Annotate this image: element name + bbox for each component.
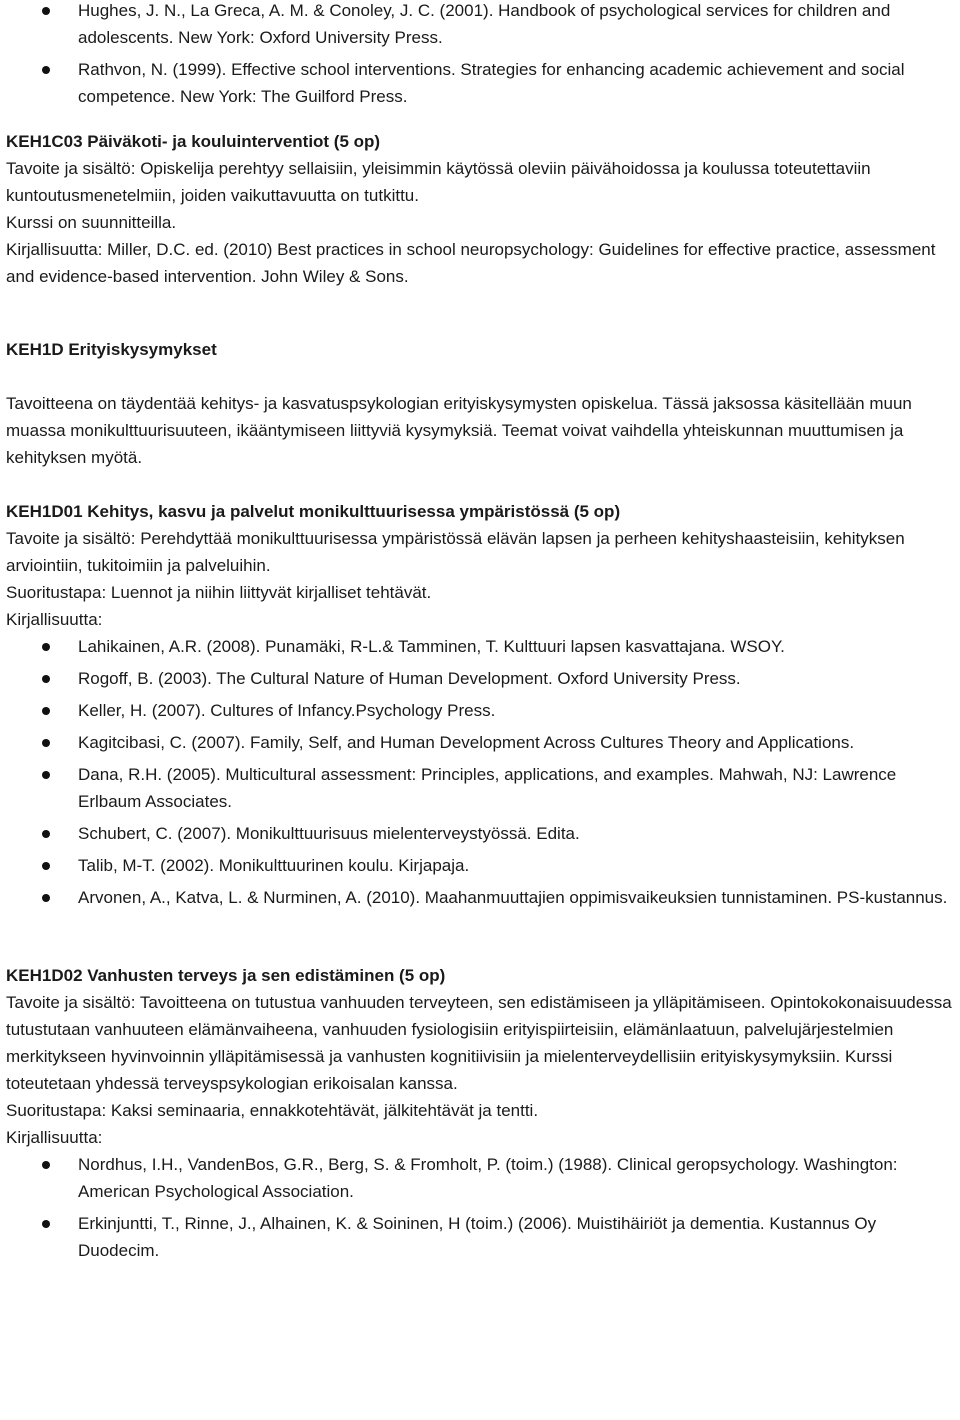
list-item <box>6 820 954 847</box>
method-label: Suoritustapa: <box>6 583 107 602</box>
goal-label: Tavoite ja sisältö: <box>6 529 136 548</box>
method-text: Luennot ja niihin liittyvät kirjalliset tehtävät. <box>110 583 432 602</box>
reference-text: Arvonen, A., Katva, L. & Nurminen, A. (2010). Maahanmuuttajien oppimisvaikeuksien tunnistaminen. PS-kustannus. <box>78 888 948 907</box>
course-keh1d01 <box>6 498 954 911</box>
bullet-icon <box>42 739 50 747</box>
list-item <box>6 697 954 724</box>
literature-label: Kirjallisuutta: <box>6 240 103 259</box>
bullet-icon <box>42 66 50 74</box>
reference-text: Dana, R.H. (2005). Multicultural assessment: Principles, applications, and examples. Mahwah, NJ: Lawrence Erlbaum Associates. <box>78 765 897 811</box>
list-item <box>6 1151 954 1205</box>
list-item <box>6 56 954 110</box>
course-title: KEH1C03 Päiväkoti- ja kouluinterventiot (5 op) <box>6 132 381 151</box>
literature-label: Kirjallisuutta: <box>6 610 103 629</box>
goal-label: Tavoite ja sisältö: <box>6 993 136 1012</box>
list-item <box>6 729 954 756</box>
literature-text: Miller, D.C. ed. (2010) Best practices in school neuropsychology: Guidelines for effective practice, assessment and evidence-based intervention. John Wiley & Sons. <box>6 240 936 286</box>
method-label: Suoritustapa: <box>6 1101 107 1120</box>
literature-list <box>6 1151 954 1264</box>
course-note: Kurssi on suunnitteilla. <box>6 213 177 232</box>
literature-label: Kirjallisuutta: <box>6 1128 103 1147</box>
goal-text: Perehdyttää monikulttuurisessa ympäristössä elävän lapsen ja perheen kehityshaasteisiin, kehityksen arviointiin, tukitoimiin ja palveluihin. <box>6 529 905 575</box>
course-keh1c03 <box>6 128 954 290</box>
section-title: KEH1D Erityiskysymykset <box>6 340 217 359</box>
list-item <box>6 665 954 692</box>
literature-list <box>6 633 954 911</box>
bullet-icon <box>42 862 50 870</box>
reference-text: Hughes, J. N., La Greca, A. M. & Conoley, J. C. (2001). Handbook of psychological services for children and adolescents. New York: Oxford University Press. <box>78 1 891 47</box>
bullet-icon <box>42 830 50 838</box>
goal-label: Tavoite ja sisältö: <box>6 159 136 178</box>
course-goal <box>6 989 954 1097</box>
bullet-icon <box>42 707 50 715</box>
course-goal <box>6 155 954 209</box>
bullet-icon <box>42 771 50 779</box>
reference-text: Rogoff, B. (2003). The Cultural Nature of Human Development. Oxford University Press. <box>78 669 741 688</box>
goal-text: Tavoitteena on tutustua vanhuuden terveyteen, sen edistämiseen ja ylläpitämiseen. Opintokokonaisuudessa tutustutaan vanhuuteen elämänvaiheena, vanhuuden fysiologisiin erityispiirteisiin, elämänlaatuun, palvelujärjestelmien merkitykseen hyvinvoinnin ylläpitämisessä ja vanhusten kognitiivisiin ja mielenterveydellisiin erityiskysymyksiin. Kurssi toteutetaan yhdessä terveyspsykologian erikoisalan kanssa. <box>6 993 952 1093</box>
bullet-icon <box>42 1161 50 1169</box>
reference-text: Keller, H. (2007). Cultures of Infancy.Psychology Press. <box>78 701 496 720</box>
list-item <box>6 1210 954 1264</box>
course-goal <box>6 525 954 579</box>
reference-text: Nordhus, I.H., VandenBos, G.R., Berg, S. & Fromholt, P. (toim.) (1988). Clinical geropsychology. Washington: American Psychological Association. <box>78 1155 898 1201</box>
reference-text: Talib, M-T. (2002). Monikulttuurinen koulu. Kirjapaja. <box>78 856 470 875</box>
course-literature <box>6 236 954 290</box>
bullet-icon <box>42 643 50 651</box>
bullet-icon <box>42 7 50 15</box>
list-item <box>6 761 954 815</box>
section-intro: Tavoitteena on täydentää kehitys- ja kasvatuspsykologian erityiskysymysten opiskelua. Tässä jaksossa käsitellään muun muassa monikulttuurisuuteen, ikääntymiseen liittyviä kysymyksiä. Teemat voivat vaihdella yhteiskunnan muuttumisen ja kehityksen myötä. <box>6 394 912 467</box>
reference-text: Kagitcibasi, C. (2007). Family, Self, and Human Development Across Cultures Theory and Applications. <box>78 733 855 752</box>
list-item <box>6 852 954 879</box>
document-page <box>6 0 954 1269</box>
top-reference-list <box>6 0 954 110</box>
reference-text: Lahikainen, A.R. (2008). Punamäki, R-L.& Tamminen, T. Kulttuuri lapsen kasvattajana. WSOY. <box>78 637 785 656</box>
bullet-icon <box>42 1220 50 1228</box>
goal-text: Opiskelija perehtyy sellaisiin, yleisimmin käytössä oleviin päivähoidossa ja koulussa toteutettaviin kuntoutusmenetelmiin, joiden vaikuttavuutta on tutkittu. <box>6 159 871 205</box>
reference-text: Rathvon, N. (1999). Effective school interventions. Strategies for enhancing academic achievement and social competence. New York: The Guilford Press. <box>78 60 905 106</box>
course-title: KEH1D01 Kehitys, kasvu ja palvelut monikulttuurisessa ympäristössä (5 op) <box>6 502 621 521</box>
course-method <box>6 1097 954 1124</box>
list-item <box>6 633 954 660</box>
bullet-icon <box>42 675 50 683</box>
method-text: Kaksi seminaaria, ennakkotehtävät, jälkitehtävät ja tentti. <box>110 1101 539 1120</box>
reference-text: Erkinjuntti, T., Rinne, J., Alhainen, K. & Soininen, H (toim.) (2006). Muistihäiriöt ja dementia. Kustannus Oy Duodecim. <box>78 1214 877 1260</box>
reference-text: Schubert, C. (2007). Monikulttuurisuus mielenterveystyössä. Edita. <box>78 824 580 843</box>
list-item <box>6 884 954 911</box>
course-keh1d02 <box>6 962 954 1264</box>
bullet-icon <box>42 894 50 902</box>
section-keh1d <box>6 336 954 471</box>
course-title: KEH1D02 Vanhusten terveys ja sen edistäminen (5 op) <box>6 966 446 985</box>
list-item <box>6 0 954 51</box>
course-method <box>6 579 954 606</box>
